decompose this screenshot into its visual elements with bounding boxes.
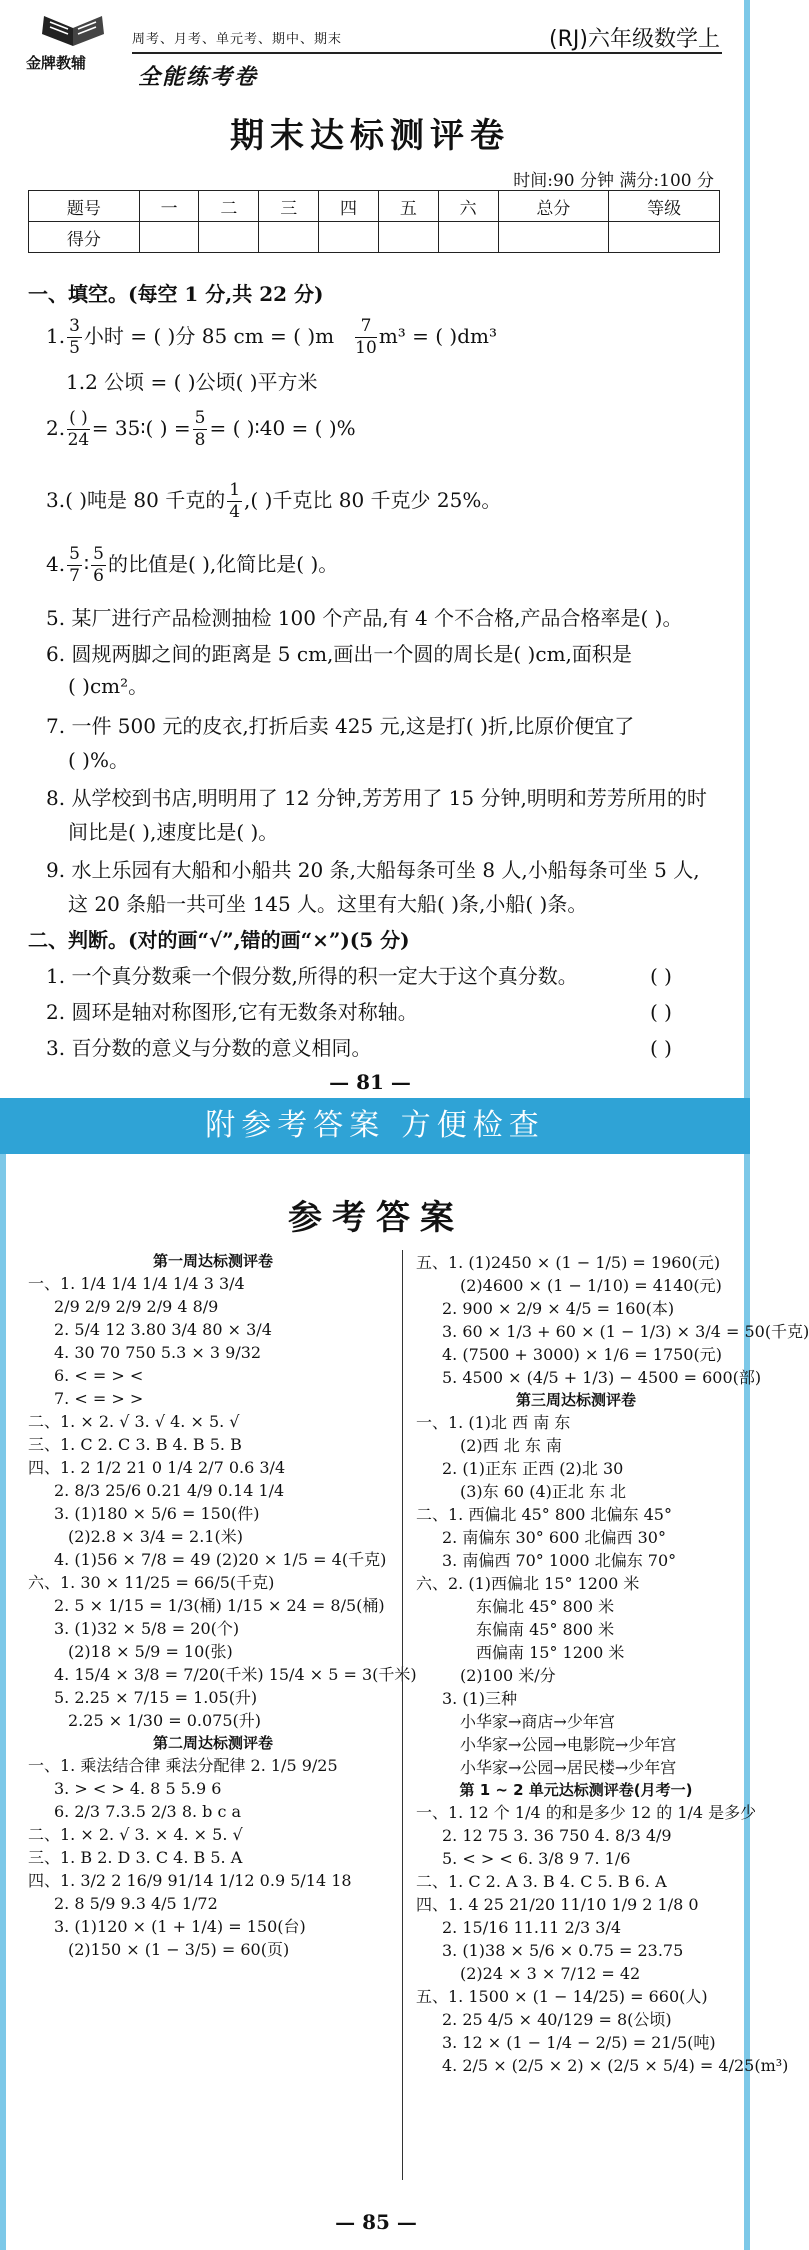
question-text: m³ = ( )dm³ <box>378 324 498 348</box>
answer-line: 6. < = > < <box>54 1365 144 1385</box>
exam-page <box>0 0 750 1098</box>
answer-line: 西偏南 15° 1200 米 <box>476 1642 625 1662</box>
answer-line: 2. 5/4 12 3.80 3/4 80 × 3/4 <box>54 1319 272 1339</box>
score-cell: 三 <box>259 191 319 222</box>
answer-line: 2. 15/16 11.11 2/3 3/4 <box>442 1917 622 1937</box>
page-header <box>20 8 730 92</box>
fraction: $\frac{5}{6}$ <box>93 544 104 586</box>
answer-line: 2. (1)正东 正西 (2)北 30 <box>442 1458 624 1478</box>
answer-line: 四、1. 3/2 2 16/9 91/14 1/12 0.9 5/14 18 <box>28 1870 352 1890</box>
exam-meta: 时间:90 分钟 满分:100 分 <box>513 171 714 191</box>
answer-line: 2. 8/3 25/6 0.21 4/9 0.14 1/4 <box>54 1480 285 1500</box>
fraction: $\frac{5}{7}$ <box>69 544 80 586</box>
question-8: 8. 从学校到书店,明明用了 12 分钟,芳芳用了 15 分钟,明明和芳芳所用的时 <box>46 786 707 810</box>
answer-line: (2)100 米/分 <box>460 1665 556 1685</box>
answer-line: 3. (1)32 × 5/8 = 20(个) <box>54 1618 240 1638</box>
answer-line: 5. 2.25 × 7/15 = 1.05(升) <box>54 1687 258 1707</box>
series-name: 全能练考卷 <box>138 65 259 90</box>
score-input-cell[interactable] <box>438 222 498 253</box>
question-2 <box>46 410 356 449</box>
answer-line: 2.25 × 1/30 = 0.075(升) <box>68 1710 262 1730</box>
question-1b: 1.2 公顷 = ( )公顷( )平方米 <box>66 370 318 394</box>
answer-section-heading: 第三周达标测评卷 <box>515 1391 636 1409</box>
answer-paren[interactable]: ( ) <box>650 964 672 988</box>
answer-section-heading: 第一周达标测评卷 <box>152 1252 273 1270</box>
score-cell: 题号 <box>29 191 140 222</box>
page-number: — 85 — <box>335 2210 417 2234</box>
score-cell: 一 <box>139 191 199 222</box>
answer-line: 一、1. (1)北 西 南 东 <box>416 1412 571 1432</box>
answer-line: 六、1. 30 × 11/25 = 66/5(千克) <box>28 1572 275 1592</box>
fraction: $\frac{1}{4}$ <box>229 480 241 522</box>
column-divider <box>402 1250 403 2180</box>
score-input-cell[interactable] <box>259 222 319 253</box>
answer-line: (2)2.8 × 3/4 = 2.1(米) <box>68 1526 243 1546</box>
answer-banner: 附参考答案 方便检查 <box>0 1098 750 1154</box>
answer-line: (2)24 × 3 × 7/12 = 42 <box>460 1963 641 1983</box>
question-6-cont: ( )cm²。 <box>68 674 149 698</box>
answer-line: 6. 2/3 7.3.5 2/3 8. b c a <box>54 1801 242 1821</box>
judge-item-2: 2. 圆环是轴对称图形,它有无数条对称轴。 <box>46 1000 418 1024</box>
book-icon <box>38 12 108 48</box>
question-9-cont: 这 20 条船一共可坐 145 人。这里有大船( )条,小船( )条。 <box>68 892 588 916</box>
answer-line: 四、1. 2 1/2 21 0 1/4 2/7 0.6 3/4 <box>28 1457 286 1477</box>
score-table-score-row <box>29 222 720 253</box>
fraction: $\frac{( )}{24}$ <box>67 408 90 450</box>
answer-line: 2. 25 4/5 × 40/129 = 8(公顷) <box>442 2009 672 2029</box>
score-table <box>28 190 720 253</box>
section2-heading: 二、判断。(对的画“√”,错的画“×”)(5 分) <box>28 928 410 952</box>
answer-line: 2. 8 5/9 9.3 4/5 1/72 <box>54 1893 218 1913</box>
header-divider <box>132 52 722 54</box>
question-5: 5. 某厂进行产品检测抽检 100 个产品,有 4 个不合格,产品合格率是( )。 <box>46 606 683 630</box>
question-4: 4. $\frac{5}{7}$ ∶ $\frac{5}{6}$ 的比值是( ),化简比是( )。 <box>46 544 339 586</box>
answer-line: 一、1. 乘法结合律 乘法分配律 2. 1/5 9/25 <box>28 1755 338 1775</box>
answer-line: 东偏南 45° 800 米 <box>476 1619 615 1639</box>
answer-paren[interactable]: ( ) <box>650 1000 672 1024</box>
score-input-cell[interactable] <box>199 222 259 253</box>
question-3 <box>46 482 501 521</box>
answer-paren[interactable]: ( ) <box>650 1036 672 1060</box>
answer-section-heading: 第二周达标测评卷 <box>152 1733 273 1752</box>
score-input-cell[interactable] <box>609 222 720 253</box>
score-cell: 二 <box>199 191 259 222</box>
answer-line: 2. 南偏东 30° 600 北偏西 30° <box>442 1527 666 1547</box>
score-input-cell[interactable] <box>498 222 609 253</box>
score-cell: 等级 <box>609 191 720 222</box>
question-text: = 35∶( ) = <box>91 416 191 440</box>
answer-line: 3. 12 × (1 − 1/4 − 2/5) = 21/5(吨) <box>442 2032 716 2052</box>
grade-label: (RJ)六年级数学上 <box>549 27 720 52</box>
fraction: $\frac{7}{10}$ <box>355 316 377 358</box>
score-cell: 总分 <box>498 191 609 222</box>
score-cell: 六 <box>438 191 498 222</box>
answer-line: 3. 60 × 1/3 + 60 × (1 − 1/3) × 3/4 = 50(千克) <box>442 1322 809 1341</box>
answer-line: 三、1. C 2. C 3. B 4. B 5. B <box>28 1434 242 1454</box>
answer-line: 4. (7500 + 3000) × 1/6 = 1750(元) <box>442 1345 722 1364</box>
fraction: $\frac{3}{5}$ <box>69 316 80 358</box>
question-text: 小时 = ( )分 85 cm = ( )m <box>83 324 335 348</box>
score-input-cell[interactable] <box>139 222 199 253</box>
answer-line: (2)150 × (1 − 3/5) = 60(页) <box>68 1939 290 1959</box>
answer-line: (2)18 × 5/9 = 10(张) <box>68 1641 233 1661</box>
answer-line: 4. 2/5 × (2/5 × 2) × (2/5 × 5/4) = 4/25(m³) <box>442 2055 789 2075</box>
answer-line: 4. 30 70 750 5.3 × 3 9/32 <box>54 1342 262 1362</box>
question-7: 7. 一件 500 元的皮衣,打折后卖 425 元,这是打( )折,比原价便宜了 <box>46 714 635 738</box>
answer-line: 2. 5 × 1/15 = 1/3(桶) 1/15 × 24 = 8/5(桶) <box>54 1595 385 1615</box>
question-text: 3.( )吨是 80 千克的 <box>46 488 226 512</box>
answer-line: 7. < = > > <box>54 1388 144 1408</box>
question-number: 2. <box>46 416 66 440</box>
question-number: 4. <box>46 552 66 576</box>
answers-title: 参考答案 <box>288 1198 464 1238</box>
answer-line: 四、1. 4 25 21/20 11/10 1/9 2 1/8 0 <box>416 1894 699 1914</box>
answer-line: 5. 4500 × (4/5 + 1/3) − 4500 = 600(部) <box>442 1368 762 1387</box>
judge-item-1: 1. 一个真分数乘一个假分数,所得的积一定大于这个真分数。 <box>46 964 578 988</box>
answer-line: 4. (1)56 × 7/8 = 49 (2)20 × 1/5 = 4(千克) <box>54 1549 387 1569</box>
answer-line: 三、1. B 2. D 3. C 4. B 5. A <box>28 1847 243 1867</box>
score-table-header-row <box>29 191 720 222</box>
question-8-cont: 间比是( ),速度比是( )。 <box>68 820 279 844</box>
score-cell: 五 <box>378 191 438 222</box>
answer-line: 二、1. × 2. √ 3. √ 4. × 5. √ <box>28 1411 240 1431</box>
answer-line: 3. > < > 4. 8 5 5.9 6 <box>54 1778 222 1798</box>
question-7-cont: ( )%。 <box>68 748 129 772</box>
brand-name: 金牌教辅 <box>26 54 87 72</box>
answers-left-column <box>28 1250 417 1963</box>
answer-line: 五、1. 1500 × (1 − 14/25) = 660(人) <box>416 1986 708 2006</box>
answer-line: (2)西 北 东 南 <box>460 1435 562 1455</box>
question-9: 9. 水上乐园有大船和小船共 20 条,大船每条可坐 8 人,小船每条可坐 5 人, <box>46 858 700 882</box>
answer-line: 东偏北 45° 800 米 <box>476 1596 615 1616</box>
score-input-cell[interactable] <box>319 222 379 253</box>
answer-line: 3. (1)180 × 5/6 = 150(件) <box>54 1503 260 1523</box>
answer-line: 小华家→商店→少年宫 <box>460 1711 615 1731</box>
question-text: = ( )∶40 = ( )% <box>209 416 356 440</box>
answer-line: 二、1. 西偏北 45° 800 北偏东 45° <box>416 1504 672 1524</box>
answer-line: 5. < > < 6. 3/8 9 7. 1/6 <box>442 1848 631 1868</box>
answer-line: 3. (1)120 × (1 + 1/4) = 150(台) <box>54 1916 306 1936</box>
answer-line: 一、1. 1/4 1/4 1/4 1/4 3 3/4 <box>28 1273 245 1293</box>
page-number: — 81 — <box>329 1070 411 1094</box>
question-text: 的比值是( ),化简比是( )。 <box>107 552 339 576</box>
answer-line: 二、1. C 2. A 3. B 4. C 5. B 6. A <box>416 1871 667 1891</box>
score-cell: 得分 <box>29 222 140 253</box>
question-6: 6. 圆规两脚之间的距离是 5 cm,画出一个圆的周长是( )cm,面积是 <box>46 642 632 666</box>
answer-line: 小华家→公园→电影院→少年宫 <box>460 1734 677 1754</box>
fraction: $\frac{5}{8}$ <box>194 408 206 450</box>
question-number: 1. <box>46 324 66 348</box>
answer-line: 3. (1)三种 <box>442 1688 518 1708</box>
answer-line: 2. 12 75 3. 36 750 4. 8/3 4/9 <box>442 1825 672 1845</box>
brand-logo <box>20 8 130 78</box>
answer-line: (3)东 60 (4)正北 东 北 <box>460 1481 627 1501</box>
exam-type-tags: 周考、月考、单元考、期中、期末 <box>132 32 343 47</box>
score-input-cell[interactable] <box>378 222 438 253</box>
answer-line: (2)4600 × (1 − 1/10) = 4140(元) <box>460 1276 722 1295</box>
question-1a <box>46 318 497 357</box>
answer-line: 六、2. (1)西偏北 15° 1200 米 <box>416 1573 640 1593</box>
answer-section-heading: 第 1 ~ 2 单元达标测评卷(月考一) <box>459 1780 693 1799</box>
answer-line: 3. (1)38 × 5/6 × 0.75 = 23.75 <box>442 1940 684 1960</box>
score-cell: 四 <box>319 191 379 222</box>
answer-line: 2/9 2/9 2/9 2/9 4 8/9 <box>54 1296 219 1316</box>
section1-heading: 一、填空。(每空 1 分,共 22 分) <box>28 282 324 306</box>
answer-line: 小华家→公园→居民楼→少年宫 <box>460 1757 677 1777</box>
answer-line: 4. 15/4 × 3/8 = 7/20(千米) 15/4 × 5 = 3(千米) <box>54 1664 417 1684</box>
answer-line: 二、1. × 2. √ 3. × 4. × 5. √ <box>28 1824 243 1844</box>
answer-line: 一、1. 12 个 1/4 的和是多少 12 的 1/4 是多少 <box>416 1802 757 1822</box>
answers-right-column <box>416 1250 809 2079</box>
question-text: ,( )千克比 80 千克少 25%。 <box>244 488 502 512</box>
judge-item-3: 3. 百分数的意义与分数的意义相同。 <box>46 1036 372 1060</box>
answer-line: 五、1. (1)2450 × (1 − 1/5) = 1960(元) <box>416 1253 721 1272</box>
answer-line: 3. 南偏西 70° 1000 北偏东 70° <box>442 1550 677 1570</box>
answer-line: 2. 900 × 2/9 × 4/5 = 160(本) <box>442 1299 675 1318</box>
exam-title: 期末达标测评卷 <box>230 116 510 156</box>
answer-page <box>0 1154 809 2250</box>
